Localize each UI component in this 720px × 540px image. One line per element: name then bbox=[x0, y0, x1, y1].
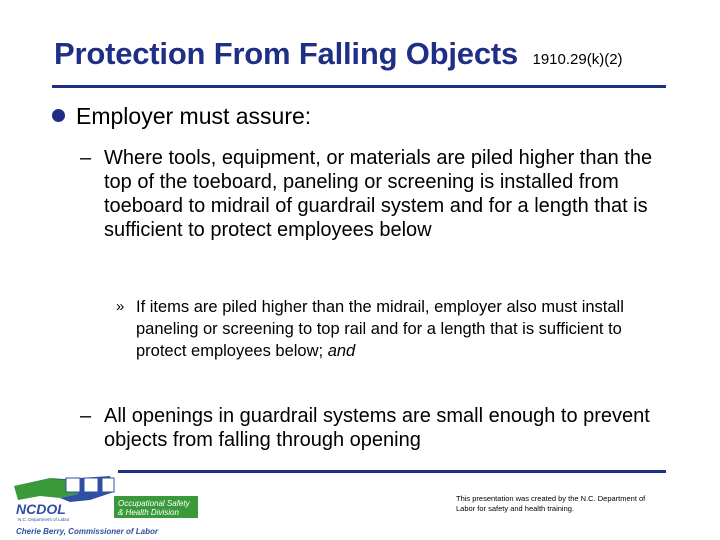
level2-item bbox=[80, 404, 680, 452]
level2-item bbox=[80, 146, 680, 242]
level3-item-italic: and bbox=[327, 342, 356, 360]
logo-commissioner-text: Cherie Berry, Commissioner of Labor bbox=[16, 527, 158, 536]
logo-division-text-1: Occupational Safety bbox=[118, 499, 190, 508]
raquo-bullet-icon: » bbox=[116, 298, 125, 315]
dash-bullet-icon: – bbox=[80, 147, 92, 169]
bullet-dot-icon bbox=[52, 109, 65, 122]
level3-item-main: If items are piled higher than the midrail, employer also must install paneling or screening to top rail and for a length that is sufficient to protect employees below; bbox=[136, 298, 624, 360]
level2-item-text: Where tools, equipment, or materials are piled higher than the top of the toeboard, paneling or screening is installed from toeboard to midrail of guardrail system and for a length that is sufficient to protect employees below bbox=[104, 147, 653, 241]
icon-box-1 bbox=[66, 478, 80, 492]
title-divider bbox=[52, 85, 666, 88]
slide-title bbox=[54, 36, 694, 72]
footer-note: This presentation was created by the N.C. Department of Labor for safety and health training. bbox=[456, 494, 646, 513]
dash-bullet-icon: – bbox=[80, 405, 92, 427]
regulation-reference: 1910.29(k)(2) bbox=[532, 51, 623, 68]
level1-bullet-text: Employer must assure: bbox=[76, 103, 312, 129]
level3-item bbox=[116, 296, 676, 362]
icon-box-2 bbox=[84, 478, 98, 492]
level1-bullet bbox=[52, 101, 672, 131]
level2-item-text: All openings in guardrail systems are small enough to prevent objects from falling through opening bbox=[104, 405, 650, 451]
page-title: Protection From Falling Objects bbox=[54, 36, 519, 71]
logo-dept-text: N.C. Department of Labor bbox=[18, 517, 70, 522]
icon-box-3 bbox=[102, 478, 114, 492]
level3-item-text bbox=[136, 296, 676, 362]
ncdol-logo bbox=[10, 472, 210, 538]
logo-division-text-2: & Health Division bbox=[118, 508, 179, 517]
logo-agency-text: NCDOL bbox=[16, 501, 66, 517]
